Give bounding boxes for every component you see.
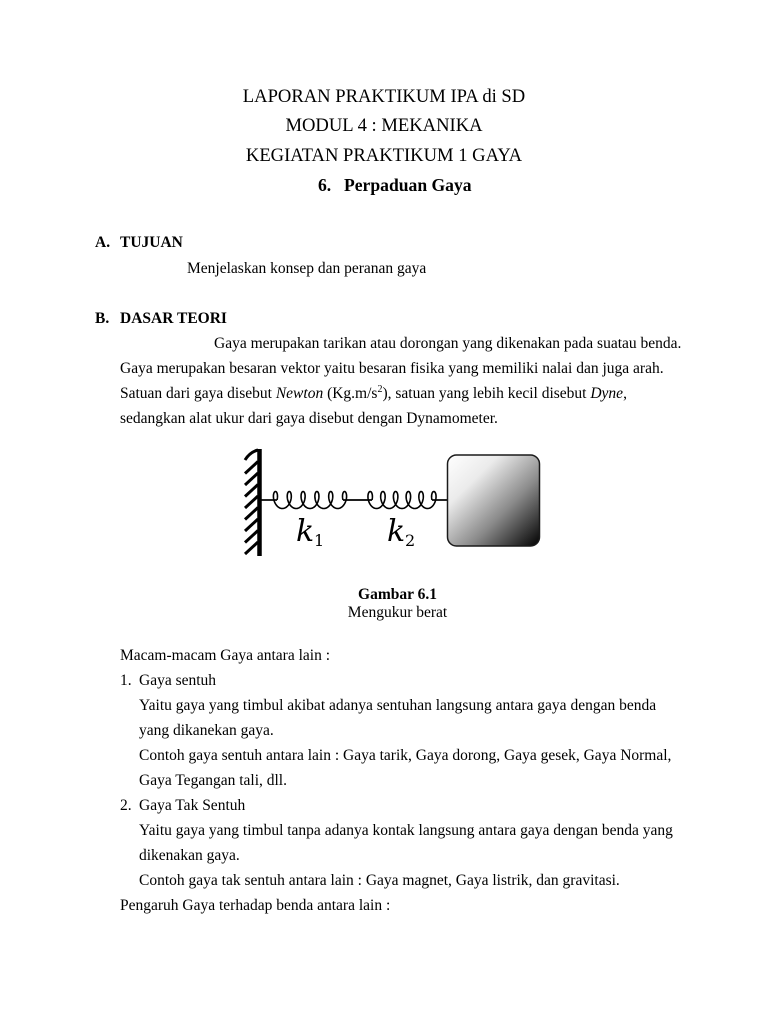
section-heading [318, 170, 472, 200]
section-title: Perpaduan Gaya [344, 175, 472, 195]
tujuan-heading [95, 230, 183, 255]
wall-hatch [245, 485, 258, 497]
wall-hatch [245, 496, 258, 508]
line-3-text-a: Satuan dari gaya disebut [120, 384, 276, 402]
list-item-title: Gaya Tak Sentuh [139, 796, 246, 814]
newton-term: Newton [275, 384, 324, 402]
list-item-line: yang dikanekan gaya. [139, 721, 274, 739]
tujuan-marker: A. [95, 233, 111, 251]
dasar-teori-line-2: Gaya merupakan besaran vektor yaitu besaran fisika yang memiliki nalai dan juga arah. [120, 359, 664, 377]
report-title: LAPORAN PRAKTIKUM IPA di SD [242, 86, 526, 107]
wall [245, 449, 260, 556]
section-number: 6. [318, 175, 332, 195]
spring-k2 [368, 492, 436, 509]
pengaruh-intro: Pengaruh Gaya terhadap benda antara lain : [120, 896, 391, 914]
wall-hatch [245, 542, 258, 554]
label-k2-symbol: k [387, 514, 406, 549]
gaya-types-intro: Macam-macam Gaya antara lain : [120, 646, 330, 664]
tujuan-title: TUJUAN [120, 233, 183, 251]
list-item-line: Yaitu gaya yang timbul tanpa adanya kontak langsung antara gaya dengan benda yang [139, 821, 673, 839]
wall-hatch [245, 508, 258, 520]
mass-block [448, 455, 540, 546]
list-item-line: Yaitu gaya yang timbul akibat adanya sentuhan langsung antara gaya dengan benda [139, 696, 657, 714]
wall-hatch [245, 519, 258, 531]
label-k2-subscript: 2 [405, 531, 416, 550]
list-item-heading [120, 793, 245, 818]
dasar-teori-line-4: sedangkan alat ukur dari gaya disebut dengan Dynamometer. [120, 410, 498, 427]
list-item-line: Gaya Tegangan tali, dll. [139, 771, 287, 789]
wall-hatch [245, 450, 258, 460]
dyne-term: Dyne [590, 384, 624, 402]
label-k1-subscript: 1 [314, 531, 325, 550]
unit-exponent: 2 [377, 383, 383, 395]
dasar-teori-heading [95, 306, 227, 331]
dasar-teori-title: DASAR TEORI [120, 309, 227, 327]
list-item-line: Contoh gaya tak sentuh antara lain : Gaya magnet, Gaya listrik, dan gravitasi. [139, 871, 620, 889]
wall-hatch [245, 462, 258, 474]
figure-caption-title: Gambar 6.1 [358, 586, 437, 603]
unit-text: (Kg.m/s [323, 384, 378, 402]
list-item-heading [120, 668, 216, 693]
list-item-line: dikenakan gaya. [139, 846, 240, 864]
spring-k1 [273, 492, 346, 509]
line-3-text-b: ), satuan yang lebih kecil disebut [382, 384, 591, 402]
list-item-number: 1. [120, 671, 132, 689]
dasar-teori-line-3 [120, 381, 627, 406]
list-item-line: Contoh gaya sentuh antara lain : Gaya tarik, Gaya dorong, Gaya gesek, Gaya Normal, [139, 746, 672, 764]
activity-title: KEGIATAN PRAKTIKUM 1 GAYA [245, 145, 523, 166]
dasar-teori-line-1: Gaya merupakan tarikan atau dorongan yang dikenakan pada suatau benda. [214, 334, 682, 352]
wall-hatch [245, 531, 258, 543]
list-item-number: 2. [120, 796, 132, 814]
list-item-title: Gaya sentuh [139, 671, 217, 689]
module-title: MODUL 4 : MEKANIKA [285, 115, 483, 136]
figure-caption-text: Mengukur berat [347, 604, 448, 621]
dasar-teori-marker: B. [95, 309, 110, 327]
label-k1-symbol: k [296, 514, 315, 549]
tujuan-text: Menjelaskan konsep dan peranan gaya [187, 259, 427, 277]
spring-figure [0, 440, 768, 570]
line-3-end: , [623, 384, 627, 402]
wall-hatch [245, 473, 258, 485]
